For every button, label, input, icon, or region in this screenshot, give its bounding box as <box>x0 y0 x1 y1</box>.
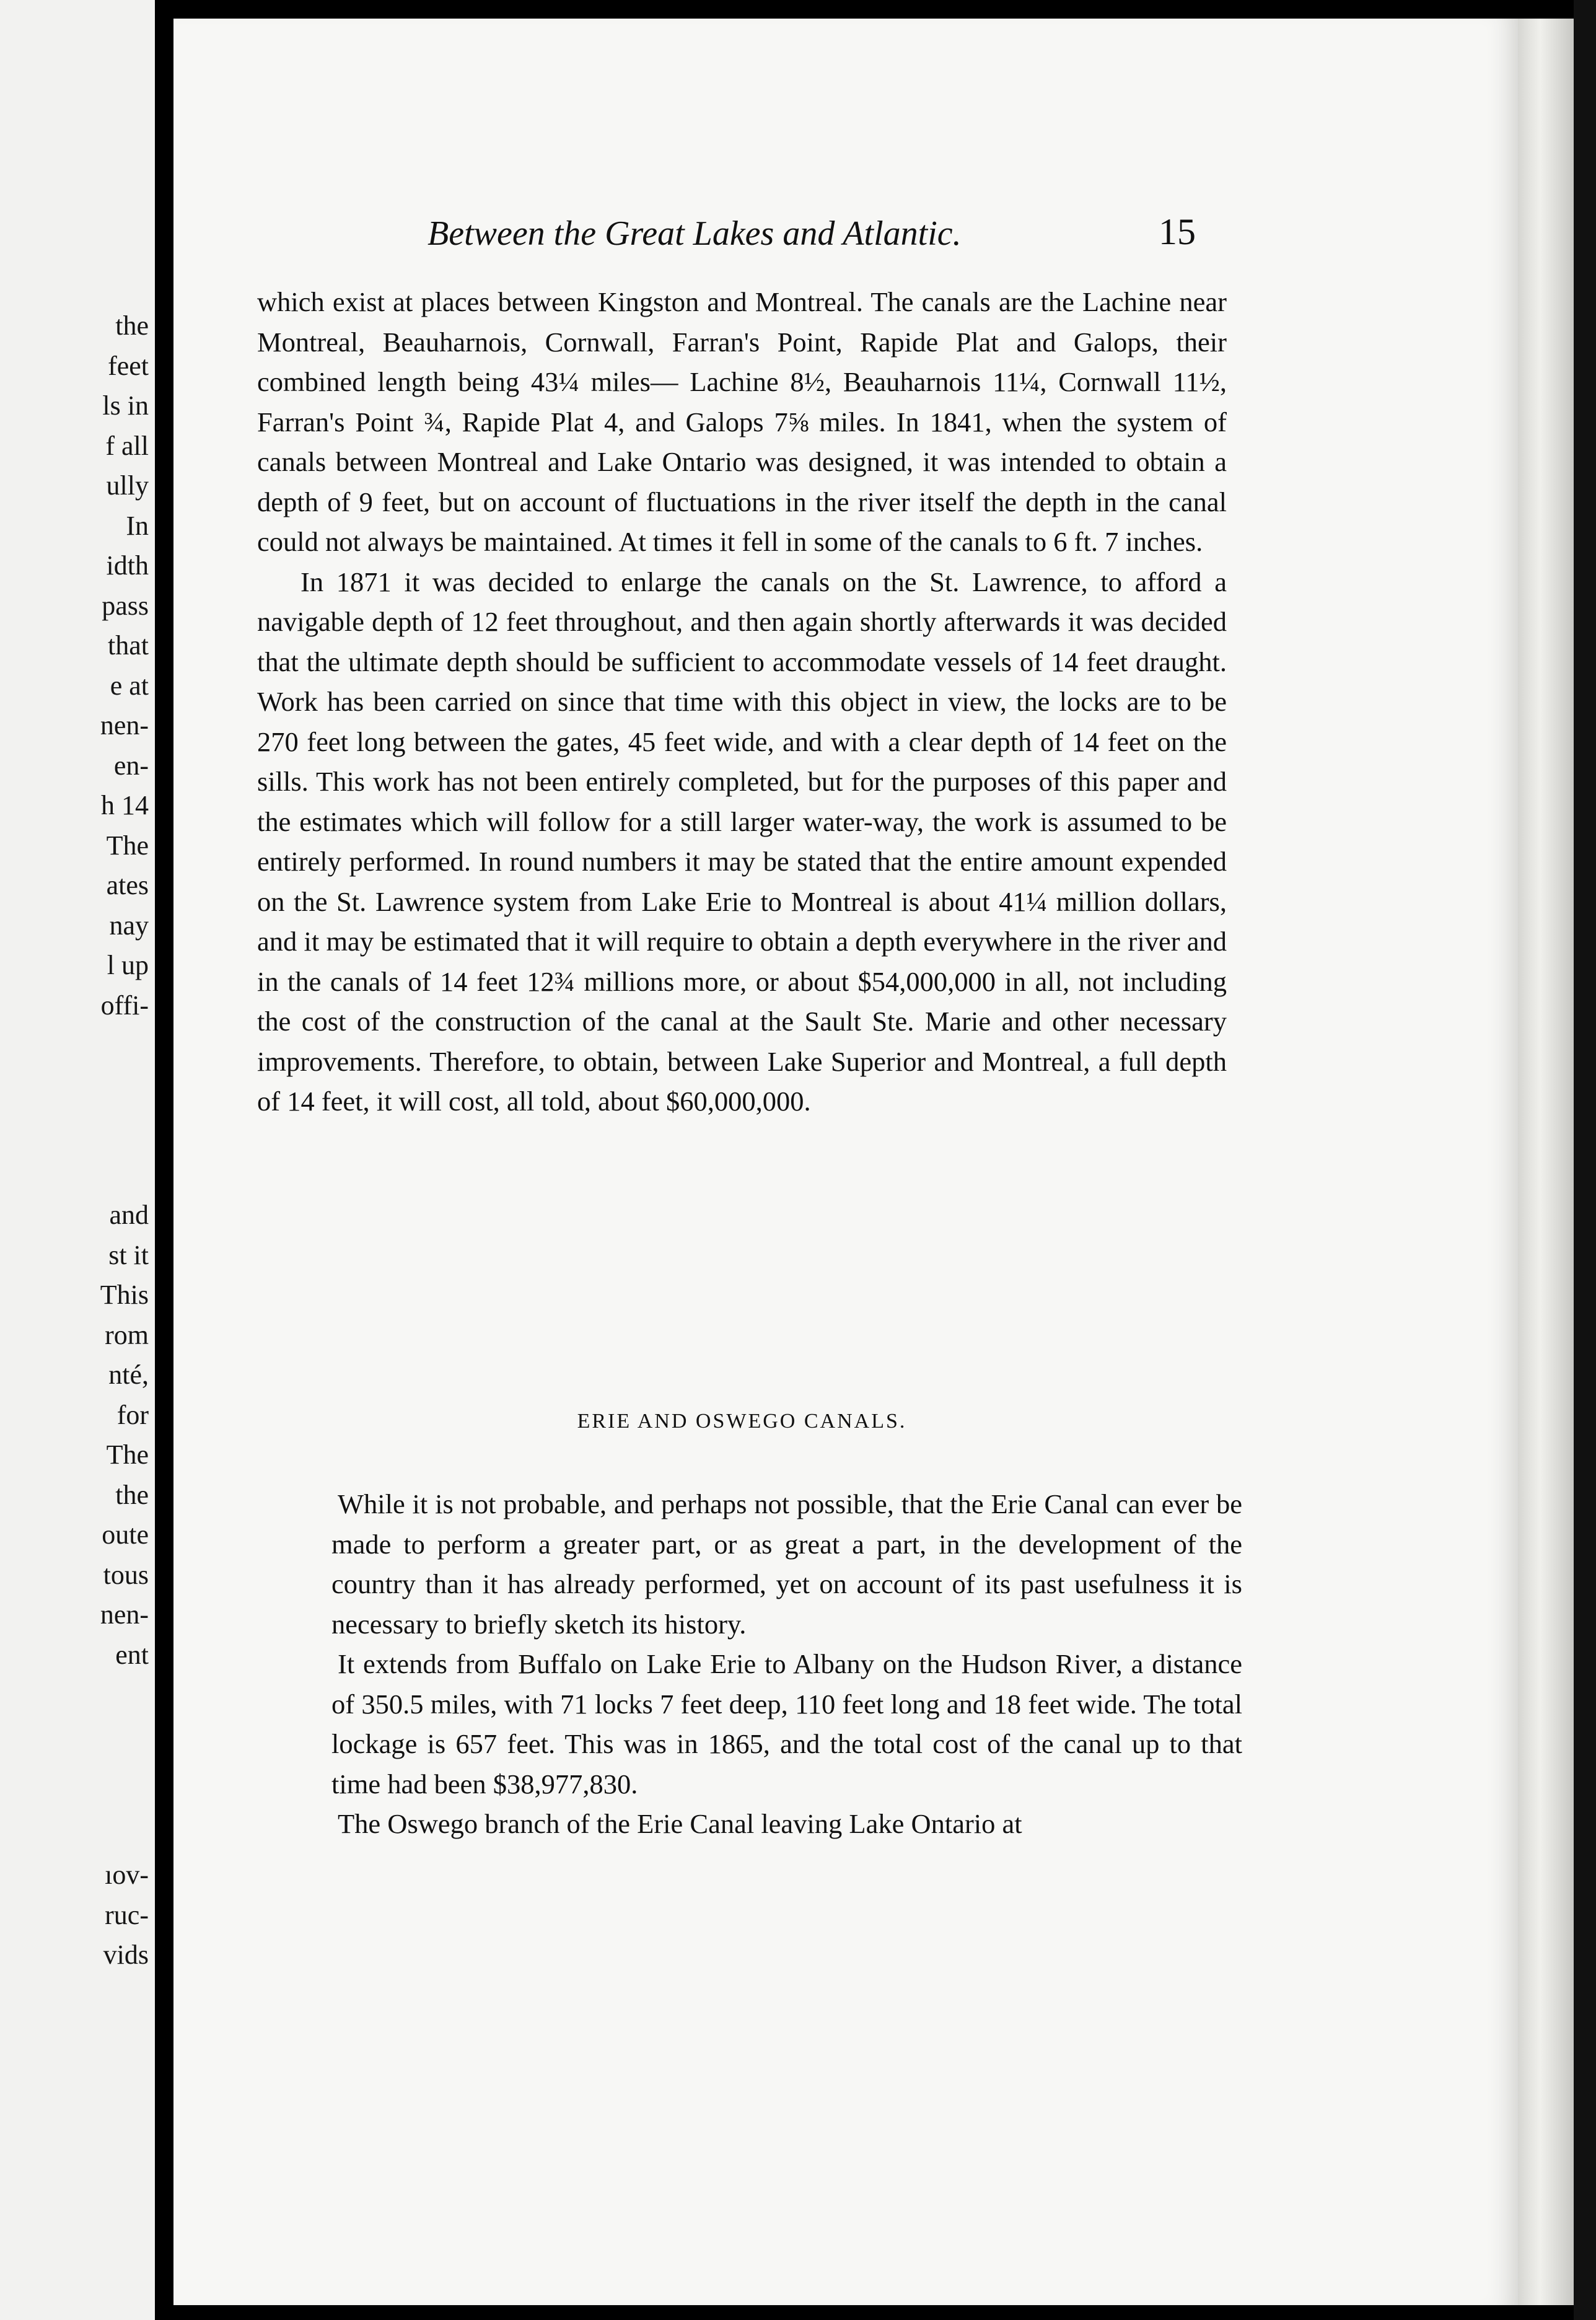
page-edge-strip <box>1518 19 1574 2305</box>
section-paragraph-1: While it is not probable, and perhaps not possible, that the Erie Canal can ever be made to perform a greater part, or as great a part, in the development of the country than it has already performed, yet on account of its past usefulness it is necessary to briefly sketch its history. <box>331 1488 1242 1640</box>
left-page-fragment: h 14 <box>101 790 149 820</box>
left-page-fragment: nté, <box>108 1360 149 1390</box>
left-page-fragment: nen- <box>100 710 149 740</box>
section-body <box>331 1484 1242 1844</box>
left-page-fragment: that <box>108 630 149 661</box>
running-title: Between the Great Lakes and Atlantic. <box>428 214 962 253</box>
section-heading: ERIE AND OSWEGO CANALS. <box>577 1410 907 1433</box>
left-page-fragment: This <box>100 1280 149 1310</box>
left-page-fragment: ıov- <box>105 1860 149 1890</box>
left-page-fragment: tous <box>103 1559 149 1590</box>
left-page-fragment: nay <box>109 910 149 941</box>
section-paragraph-3: The Oswego branch of the Erie Canal leaving Lake Ontario at <box>338 1808 1022 1839</box>
left-page-fragment: ates <box>106 870 149 900</box>
scan-border-right <box>1574 0 1596 2320</box>
left-page-fragment: for <box>116 1399 149 1430</box>
left-page-fragment: ully <box>106 470 149 501</box>
page-number: 15 <box>1159 211 1196 252</box>
left-page-fragment: pass <box>102 590 149 621</box>
left-page-fragment: In <box>126 510 149 541</box>
left-page-fragment: the <box>115 1479 149 1510</box>
left-page-fragment: rom <box>105 1319 149 1350</box>
left-page-fragment: e at <box>110 670 149 701</box>
left-page-fragment: offi- <box>100 990 149 1021</box>
left-page-fragment: The <box>106 1439 149 1470</box>
left-page-fragment: oute <box>102 1519 149 1550</box>
section-paragraph-2: It extends from Buffalo on Lake Erie to Albany on the Hudson River, a distance of 350.5 miles, with 71 locks 7 feet deep, 110 feet long and 18 feet wide. The total lockage is 657 feet. This was in 1865, and the total cost of the canal up to that time had been $38,977,830. <box>331 1648 1242 1799</box>
paragraph-2: In 1871 it was decided to enlarge the canals on the St. Lawrence, to afford a navigable depth of 12 feet throughout, and then again shortly afterwards it was decided that the ultimate depth should be sufficient to accommodate vessels of 14 feet draught. Work has been carried on since that time with this object in view, the locks are to be 270 feet long between the gates, 45 feet wide, and with a clear depth of 14 feet on the sills. This work has not been entirely completed, but for the purposes of this paper and the estimates which will follow for a still larger water-way, the work is assumed to be entirely performed. In round numbers it may be stated that the entire amount expended on the St. Lawrence system from Lake Erie to Montreal is about 41¼ million dollars, and it may be estimated that it will require to obtain a depth everywhere in the river and in the canals of 14 feet 12¾ millions more, or about $54,000,000 in all, not including the cost of the construction of the canal at the Sault Ste. Marie and other necessary improvements. Therefore, to obtain, between Lake Superior and Montreal, a full depth of 14 feet, it will cost, all told, about $60,000,000. <box>257 566 1227 1117</box>
left-page-fragment: vids <box>103 1940 149 1970</box>
left-page-fragment: st it <box>108 1239 149 1270</box>
left-page-fragment: nen- <box>100 1599 149 1630</box>
left-page-fragment: ruc- <box>105 1899 149 1930</box>
left-page-fragment: l up <box>107 950 149 980</box>
left-page-fragment: and <box>109 1200 149 1230</box>
left-page-fragment: ent <box>115 1639 149 1670</box>
left-facing-page <box>0 0 155 2320</box>
left-page-fragment: idth <box>106 550 149 581</box>
body-text <box>257 282 1227 1122</box>
left-page-fragment: The <box>106 830 149 861</box>
left-page-fragment: en- <box>113 750 149 781</box>
left-page-fragment: f all <box>105 430 149 461</box>
paragraph-1: which exist at places between Kingston and Montreal. The canals are the Lachine near Montreal, Beauharnois, Cornwall, Farran's Point, Rapide Plat and Galops, their combined length being 43¼ miles— Lachine 8½, Beauharnois 11¼, Cornwall 11½, Farran's Point ¾, Rapide Plat 4, and Galops 7⅝ miles. In 1841, when the system of canals between Montreal and Lake Ontario was designed, it was intended to obtain a depth of 9 feet, but on account of fluctuations in the river itself the depth in the canal could not always be maintained. At times it fell in some of the canals to 6 ft. 7 inches. <box>257 286 1227 557</box>
left-page-fragment: ls in <box>102 390 149 421</box>
left-page-fragment: the <box>115 310 149 341</box>
left-page-fragment: feet <box>108 350 149 381</box>
